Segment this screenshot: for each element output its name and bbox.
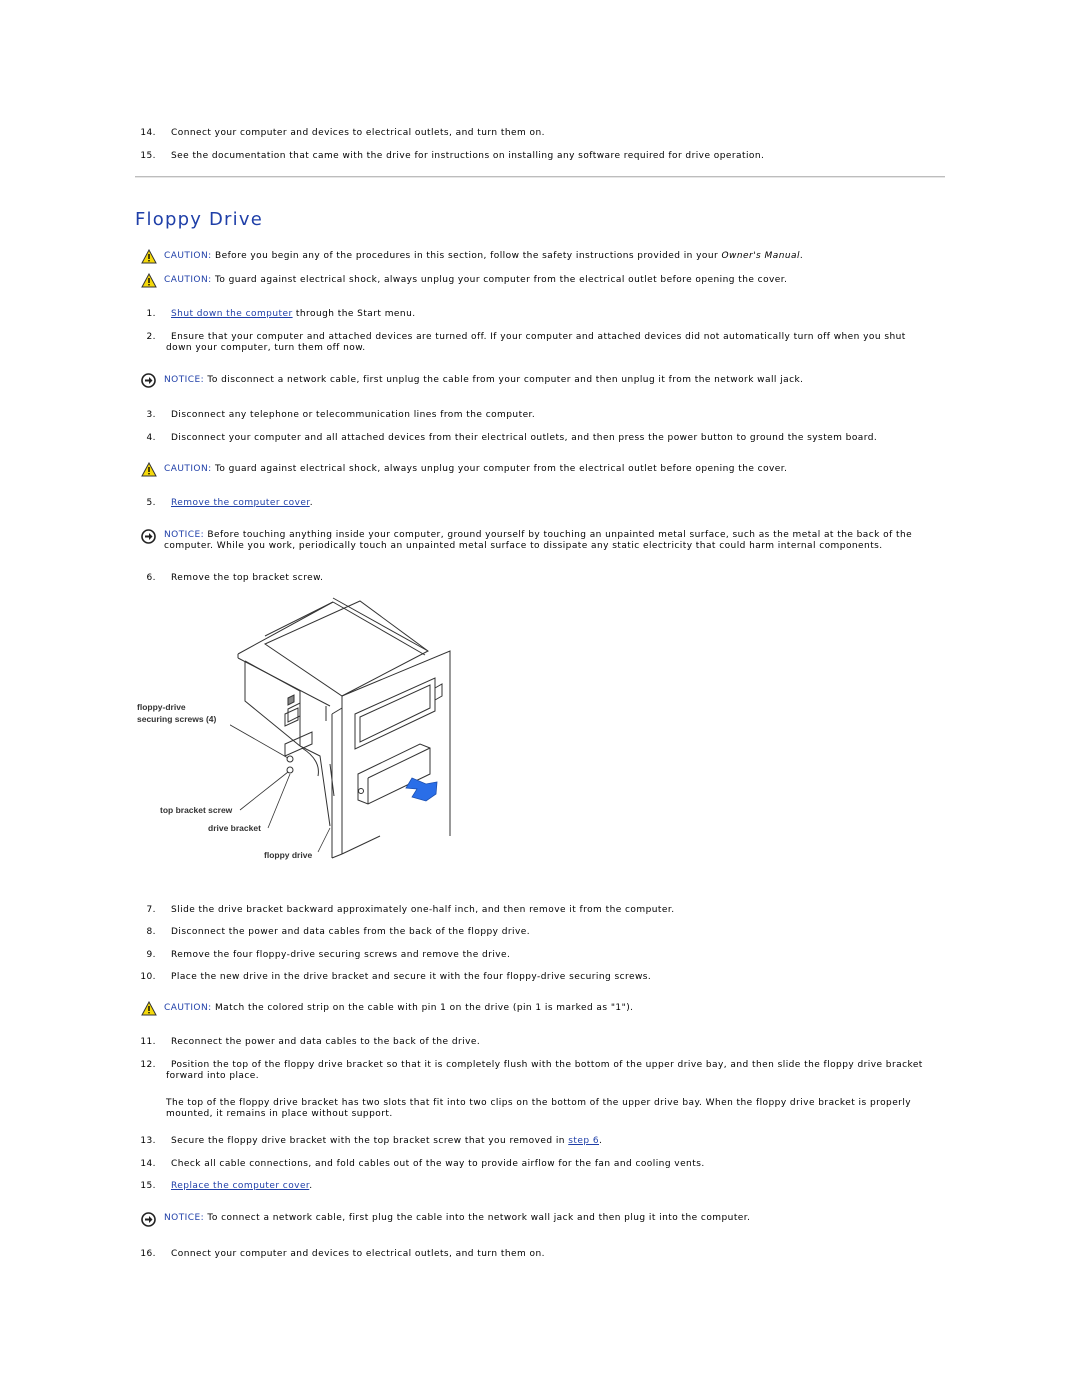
replace-cover-link[interactable]: Replace the computer cover [171, 1181, 310, 1191]
step-text: Check all cable connections, and fold cables out of the way to provide airflow for the fan and cooling vents. [171, 1159, 705, 1169]
shut-down-link[interactable]: Shut down the computer [171, 309, 293, 319]
step-end: . [309, 1181, 313, 1191]
notice-icon [141, 529, 156, 544]
section-divider [135, 176, 945, 178]
step-number: 8. [146, 927, 156, 937]
caution-text: To guard against electrical shock, always unplug your computer from the electrical outlet before opening the cover. [211, 275, 788, 285]
step-number: 14. [140, 1159, 156, 1169]
notice-label: NOTICE: [164, 1213, 205, 1223]
notice-label: NOTICE: [164, 530, 205, 540]
notice-text: To disconnect a network cable, first unplug the cable from your computer and then unplug it from the network wall jack. [204, 375, 804, 385]
figure-label-screws: floppy-drive [137, 702, 186, 712]
paragraph-text: The top of the floppy drive bracket has two slots that fit into two clips on the bottom of the upper drive bay. When the floppy drive bracket is properly [166, 1098, 912, 1108]
step-number: 11. [140, 1037, 156, 1047]
caution-icon [141, 273, 157, 288]
step-number: 7. [146, 905, 156, 915]
figure-label-bracket: drive bracket [208, 823, 261, 833]
caution-text: Before you begin any of the procedures in this section, follow the safety instructions provided in your [211, 251, 722, 261]
step-text: Connect your computer and devices to electrical outlets, and turn them on. [171, 128, 545, 138]
step-end: . [599, 1136, 603, 1146]
notice-note [164, 530, 912, 540]
step-text-start: Secure the floppy drive bracket with the top bracket screw that you removed in [171, 1136, 569, 1146]
step-text: Disconnect the power and data cables from the back of the floppy drive. [171, 927, 531, 937]
caution-note [164, 464, 787, 474]
notice-text: Before touching anything inside your computer, ground yourself by touching an unpainted metal surface, such as the metal at the back of the [204, 530, 913, 540]
step-text: Disconnect your computer and all attached devices from their electrical outlets, and then press the power button to ground the system board. [171, 433, 878, 443]
caution-label: CAUTION: [164, 275, 212, 285]
manual-title: Owner's Manual [721, 251, 800, 261]
step-number: 15. [140, 1181, 156, 1191]
step-text: Remove the four floppy-drive securing screws and remove the drive. [171, 950, 511, 960]
caution-icon [141, 249, 157, 264]
caution-note [164, 251, 803, 261]
step-number: 14. [140, 128, 156, 138]
step-text: forward into place. [166, 1071, 260, 1081]
caution-note [164, 1003, 633, 1013]
step-text: down your computer, turn them off now. [166, 343, 366, 353]
step-number: 1. [146, 309, 156, 319]
caution-label: CAUTION: [164, 251, 212, 261]
step-text: Slide the drive bracket backward approximately one-half inch, and then remove it from the computer. [171, 905, 675, 915]
caution-icon [141, 462, 157, 477]
step-text: Position the top of the floppy drive bracket so that it is completely flush with the bottom of the upper drive bay, and then slide the floppy drive bracket [171, 1060, 923, 1070]
floppy-drive-illustration [230, 596, 455, 866]
step-text: Disconnect any telephone or telecommunication lines from the computer. [171, 410, 536, 420]
step-text: Remove the top bracket screw. [171, 573, 324, 583]
caution-note [164, 275, 787, 285]
caution-label: CAUTION: [164, 1003, 212, 1013]
step-number: 3. [146, 410, 156, 420]
notice-label: NOTICE: [164, 375, 205, 385]
step-text: Reconnect the power and data cables to the back of the drive. [171, 1037, 481, 1047]
remove-cover-link[interactable]: Remove the computer cover [171, 498, 310, 508]
caution-label: CAUTION: [164, 464, 212, 474]
step-text: Ensure that your computer and attached devices are turned off. If your computer and attached devices did not automatically turn off when you shut [171, 332, 906, 342]
step-number: 16. [140, 1249, 156, 1259]
step-text: Connect your computer and devices to electrical outlets, and turn them on. [171, 1249, 545, 1259]
step-6-link[interactable]: step 6 [568, 1136, 600, 1146]
step-end: . [309, 498, 314, 508]
notice-note [164, 375, 803, 385]
paragraph-text: mounted, it remains in place without support. [166, 1109, 393, 1119]
notice-text: To connect a network cable, first plug the cable into the network wall jack and then plug it into the computer. [204, 1213, 751, 1223]
caution-text: To guard against electrical shock, always unplug your computer from the electrical outlet before opening the cover. [211, 464, 788, 474]
step-text: See the documentation that came with the drive for instructions on installing any software required for drive operation. [171, 151, 765, 161]
step-text [171, 1181, 313, 1191]
notice-icon [141, 1212, 156, 1227]
step-number: 2. [146, 332, 156, 342]
step-number: 9. [146, 950, 156, 960]
step-number: 4. [146, 433, 156, 443]
step-text: Place the new drive in the drive bracket and secure it with the four floppy-drive securing screws. [171, 972, 652, 982]
figure-label-floppy: floppy drive [264, 850, 313, 860]
figure-label-screws: securing screws (4) [137, 714, 217, 724]
step-number: 10. [140, 972, 156, 982]
step-number: 12. [140, 1060, 156, 1070]
step-number: 6. [146, 573, 156, 583]
notice-text: computer. While you work, periodically touch an unpainted metal surface to dissipate any static electricity that could harm internal components. [164, 541, 883, 551]
step-number: 15. [140, 151, 156, 161]
step-number: 5. [146, 498, 156, 508]
caution-text: Match the colored strip on the cable with pin 1 on the drive (pin 1 is marked as "1"). [211, 1003, 634, 1013]
step-text [171, 309, 416, 319]
caution-end: . [799, 251, 804, 261]
section-title: Floppy Drive [135, 209, 263, 230]
step-number: 13. [140, 1136, 156, 1146]
step-text [171, 498, 313, 508]
notice-note [164, 1213, 750, 1223]
step-text-rest: through the Start menu. [292, 309, 416, 319]
step-text [171, 1136, 602, 1146]
notice-icon [141, 373, 156, 388]
caution-icon [141, 1001, 157, 1016]
figure-label-top-screw: top bracket screw [160, 805, 233, 815]
